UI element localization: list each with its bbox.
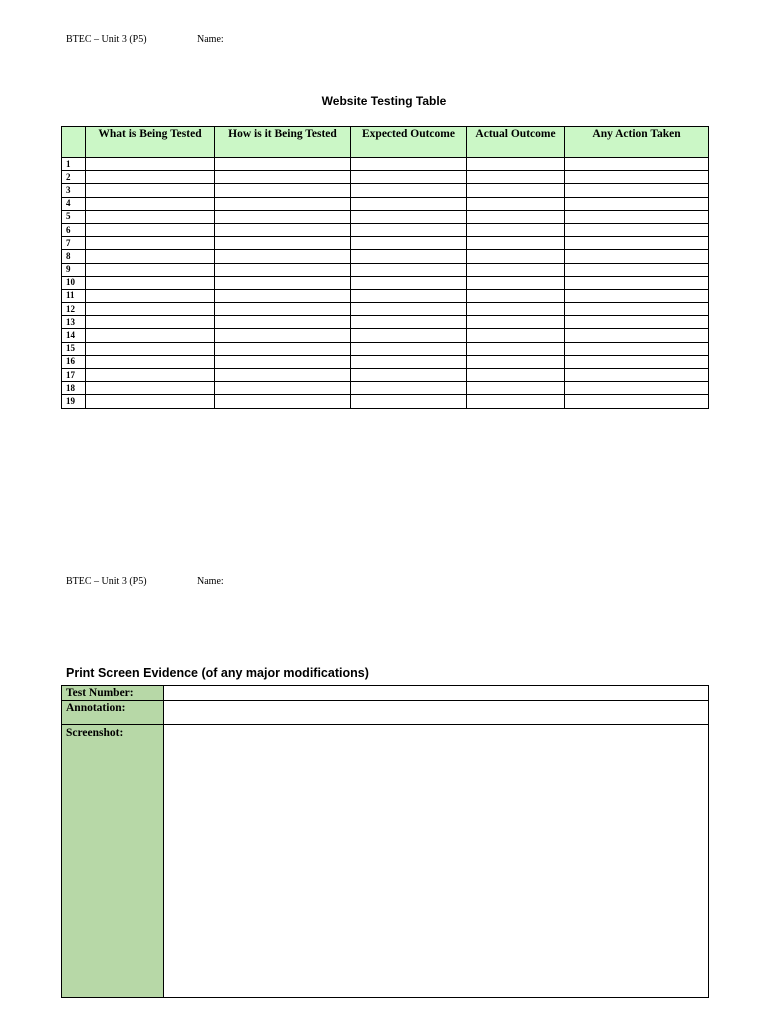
table-row — [62, 210, 709, 223]
row-number: 3 — [62, 184, 86, 197]
table-cell[interactable] — [565, 289, 709, 302]
table-cell[interactable] — [86, 395, 215, 408]
table-cell[interactable] — [215, 263, 351, 276]
table-cell[interactable] — [467, 250, 565, 263]
table-cell[interactable] — [467, 329, 565, 342]
row-number: 12 — [62, 303, 86, 316]
table-cell[interactable] — [351, 276, 467, 289]
table-cell[interactable] — [565, 303, 709, 316]
table-cell[interactable] — [86, 355, 215, 368]
table-cell[interactable] — [86, 303, 215, 316]
table-cell[interactable] — [565, 355, 709, 368]
table-cell[interactable] — [215, 184, 351, 197]
table-row — [62, 237, 709, 250]
unit-label: BTEC – Unit 3 (P5) — [66, 34, 147, 45]
table-cell[interactable] — [86, 329, 215, 342]
test-number-label: Test Number: — [62, 686, 164, 701]
table-row — [62, 197, 709, 210]
row-number: 1 — [62, 158, 86, 171]
table-cell[interactable] — [86, 197, 215, 210]
row-number: 11 — [62, 289, 86, 302]
table-cell[interactable] — [565, 276, 709, 289]
table-cell[interactable] — [215, 276, 351, 289]
website-testing-table — [61, 126, 709, 409]
row-number: 2 — [62, 171, 86, 184]
row-number: 15 — [62, 342, 86, 355]
table-cell[interactable] — [351, 158, 467, 171]
row-number: 5 — [62, 210, 86, 223]
row-number: 17 — [62, 369, 86, 382]
table-cell[interactable] — [351, 197, 467, 210]
name-label: Name: — [197, 34, 224, 45]
row-number: 19 — [62, 395, 86, 408]
test-number-cell[interactable] — [164, 686, 709, 701]
row-number: 7 — [62, 237, 86, 250]
table-cell[interactable] — [86, 184, 215, 197]
table-cell[interactable] — [351, 250, 467, 263]
column-header: Any Action Taken — [565, 127, 709, 158]
table-cell[interactable] — [467, 303, 565, 316]
table-cell[interactable] — [351, 342, 467, 355]
table-cell[interactable] — [351, 355, 467, 368]
annotation-cell[interactable] — [164, 701, 709, 725]
table-cell[interactable] — [467, 369, 565, 382]
table-cell[interactable] — [86, 263, 215, 276]
table-cell[interactable] — [565, 171, 709, 184]
table-cell[interactable] — [565, 263, 709, 276]
annotation-label: Annotation: — [62, 701, 164, 725]
table-cell[interactable] — [86, 250, 215, 263]
table-cell[interactable] — [215, 210, 351, 223]
row-number: 6 — [62, 223, 86, 236]
table-cell[interactable] — [86, 237, 215, 250]
table-row — [62, 223, 709, 236]
table-cell[interactable] — [215, 171, 351, 184]
table-row — [62, 355, 709, 368]
table-cell[interactable] — [467, 237, 565, 250]
table-cell[interactable] — [86, 289, 215, 302]
table-cell[interactable] — [467, 184, 565, 197]
row-number: 4 — [62, 197, 86, 210]
table-cell[interactable] — [351, 263, 467, 276]
table-cell[interactable] — [215, 237, 351, 250]
table-cell[interactable] — [351, 171, 467, 184]
table-cell[interactable] — [351, 237, 467, 250]
table-cell[interactable] — [215, 250, 351, 263]
row-number: 18 — [62, 382, 86, 395]
table-row — [62, 289, 709, 302]
row-number: 8 — [62, 250, 86, 263]
table-row — [62, 171, 709, 184]
column-header: What is Being Tested — [86, 127, 215, 158]
table-row — [62, 303, 709, 316]
table-cell[interactable] — [467, 171, 565, 184]
table-cell[interactable] — [86, 369, 215, 382]
table-cell[interactable] — [467, 355, 565, 368]
table-row — [62, 382, 709, 395]
row-number: 9 — [62, 263, 86, 276]
table-cell[interactable] — [215, 316, 351, 329]
table-cell[interactable] — [565, 223, 709, 236]
table-cell[interactable] — [215, 355, 351, 368]
table-cell[interactable] — [351, 316, 467, 329]
column-header: How is it Being Tested — [215, 127, 351, 158]
table-cell[interactable] — [215, 158, 351, 171]
table-cell[interactable] — [565, 395, 709, 408]
table-row — [62, 158, 709, 171]
table-cell[interactable] — [215, 382, 351, 395]
table-cell[interactable] — [565, 210, 709, 223]
table-header-row — [62, 127, 709, 158]
table-cell[interactable] — [215, 223, 351, 236]
screenshot-label: Screenshot: — [62, 725, 164, 998]
table-cell[interactable] — [467, 316, 565, 329]
page-title: Website Testing Table — [321, 94, 447, 108]
table-cell[interactable] — [467, 382, 565, 395]
table-cell[interactable] — [215, 342, 351, 355]
table-row — [62, 250, 709, 263]
table-cell[interactable] — [86, 223, 215, 236]
name-label: Name: — [197, 576, 224, 587]
table-cell[interactable] — [565, 237, 709, 250]
table-cell[interactable] — [215, 395, 351, 408]
table-cell[interactable] — [467, 395, 565, 408]
table-cell[interactable] — [215, 197, 351, 210]
page1-header — [66, 34, 224, 45]
table-cell[interactable] — [565, 342, 709, 355]
column-header: Expected Outcome — [351, 127, 467, 158]
column-header — [62, 127, 86, 158]
table-row — [62, 276, 709, 289]
evidence-title: Print Screen Evidence (of any major modifications) — [66, 666, 369, 680]
screenshot-cell[interactable] — [164, 725, 709, 998]
table-row — [62, 369, 709, 382]
table-cell[interactable] — [86, 342, 215, 355]
table-row — [62, 329, 709, 342]
table-row — [62, 342, 709, 355]
table-row — [62, 395, 709, 408]
table-cell[interactable] — [467, 289, 565, 302]
table-cell[interactable] — [351, 289, 467, 302]
table-cell[interactable] — [215, 303, 351, 316]
unit-label: BTEC – Unit 3 (P5) — [66, 576, 147, 587]
table-cell[interactable] — [86, 158, 215, 171]
table-cell[interactable] — [565, 329, 709, 342]
table-cell[interactable] — [86, 276, 215, 289]
table-cell[interactable] — [467, 158, 565, 171]
table-cell[interactable] — [565, 184, 709, 197]
table-row — [62, 316, 709, 329]
table-cell[interactable] — [86, 382, 215, 395]
row-number: 14 — [62, 329, 86, 342]
table-cell[interactable] — [467, 197, 565, 210]
table-cell[interactable] — [86, 210, 215, 223]
table-row — [62, 184, 709, 197]
table-cell[interactable] — [215, 329, 351, 342]
table-cell[interactable] — [351, 369, 467, 382]
table-cell[interactable] — [467, 263, 565, 276]
table-cell[interactable] — [565, 369, 709, 382]
table-cell[interactable] — [215, 369, 351, 382]
row-number: 10 — [62, 276, 86, 289]
table-cell[interactable] — [467, 223, 565, 236]
row-number: 16 — [62, 355, 86, 368]
table-cell[interactable] — [351, 303, 467, 316]
table-row — [62, 263, 709, 276]
table-cell[interactable] — [467, 210, 565, 223]
row-number: 13 — [62, 316, 86, 329]
evidence-table — [61, 685, 709, 998]
table-cell[interactable] — [351, 210, 467, 223]
table-cell[interactable] — [215, 289, 351, 302]
table-cell[interactable] — [467, 276, 565, 289]
table-cell[interactable] — [351, 329, 467, 342]
table-cell[interactable] — [351, 223, 467, 236]
table-cell[interactable] — [86, 171, 215, 184]
table-cell[interactable] — [565, 382, 709, 395]
column-header: Actual Outcome — [467, 127, 565, 158]
table-cell[interactable] — [467, 342, 565, 355]
table-cell[interactable] — [351, 395, 467, 408]
page2-header — [66, 576, 224, 587]
table-cell[interactable] — [86, 316, 215, 329]
table-cell[interactable] — [565, 197, 709, 210]
table-cell[interactable] — [351, 184, 467, 197]
table-cell[interactable] — [565, 158, 709, 171]
table-cell[interactable] — [565, 250, 709, 263]
table-cell[interactable] — [351, 382, 467, 395]
table-cell[interactable] — [565, 316, 709, 329]
